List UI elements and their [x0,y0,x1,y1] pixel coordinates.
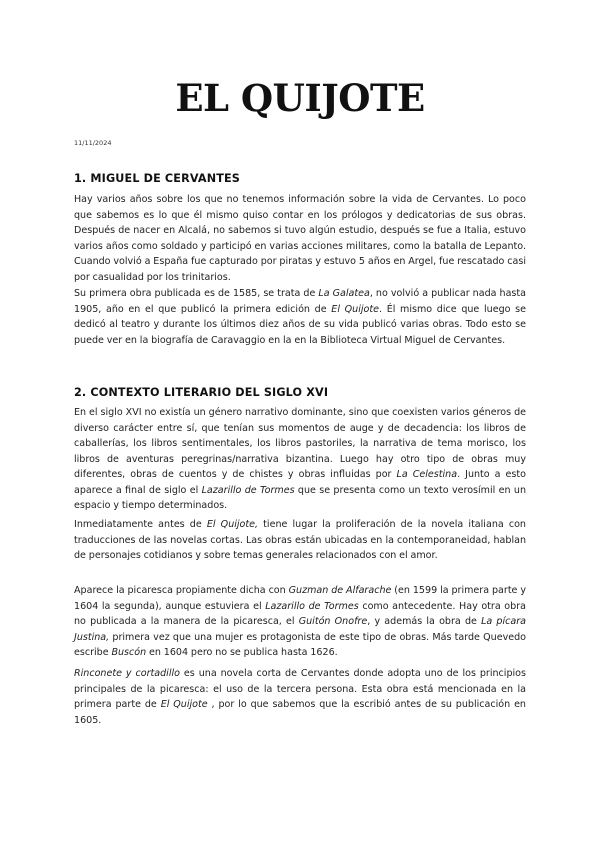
text-segment: , por lo que sabemos que la escribió antes de su publicación en 1605. [74,699,526,726]
text-segment: Inmediatamente antes de [74,519,207,530]
work-title: Guzman de Alfarache [288,585,392,596]
text-segment: en 1604 pero no se publica hasta 1626. [146,647,338,659]
text-segment: tiene lugar la proliferación de la novela italiana con traducciones de las novelas cortas. Las obras están ubicadas en la contemporaneidad, hablan de personajes cotidianos y sobre temas generales relacionados con el amor. [74,519,526,562]
text-segment: . Junto a esto aparece a final de siglo el [74,469,526,496]
work-title: Rinconete y cortadillo [74,668,180,679]
work-title: Guitón Onofre [298,616,368,628]
text-segment: . Él mismo dice que luego se dedicó al teatro y durante los últimos diez años de su vida publicó varias obras. Todo esto se puede ver en la biografía de Caravaggio en la en la Biblioteca Virtual Miguel de Cervantes. [74,303,526,346]
document-title: EL QUIJOTE [175,76,425,120]
work-title: La Celestina [396,469,458,481]
work-title: El Quijote, [206,519,259,530]
paragraph [74,286,526,348]
work-title: La pícara Justina, [74,616,527,643]
work-title: El Quijote [331,303,379,315]
text-segment: (en 1599 la primera parte y 1604 la segunda), aunque estuviera el [74,585,526,612]
section-heading: 2. CONTEXTO LITERARIO DEL SIGLO XVI [74,386,329,399]
section-heading: 1. MIGUEL DE CERVANTES [74,172,240,185]
paragraph [74,583,526,661]
text-segment: , no volvió a publicar nada hasta 1905, año en el que publicó la primera edición de [74,288,526,315]
paragraph [74,666,526,728]
text-segment: que se presenta como un texto verosímil en un espacio y tiempo determinados. [74,484,526,512]
text-segment: , y además la obra de [367,616,482,628]
text-segment: Aparece la picaresca propiamente dicha con [74,585,289,596]
text-segment: En el siglo XVI no existía un género narrativo dominante, sino que coexisten varios géneros de diverso carácter entre sí, que tenían sus momentos de auge y de decadencia: los libros de caballerías, los libros sentimentales, los libros pastoriles, la narrativa de tema morisco, los libros de aventuras peregrinas/narrativa bizantina. Luego hay otro tipo de obras muy diferentes, obras de cuentos y de chistes y obras influidas por [74,407,526,481]
work-title: El Quijote [160,699,208,711]
work-title: La Galatea [318,288,370,299]
paragraph [74,517,526,564]
work-title: Lazarillo de Tormes [201,484,295,496]
text-segment: Hay varios años sobre los que no tenemos información sobre la vida de Cervantes. Lo poco que sabemos es lo que él mismo quiso contar en los prólogos y dedicatorias de sus obras. Después de nacer en Alcalá, no sabemos si tuvo algún estudio, después se fue a Italia, estuvo varios años como soldado y participó en varias acciones militares, como la batalla de Lepanto. Cuando volvió a España fue capturado por piratas y estuvo 5 años en Argel, fue rescatado casi por casualidad por los trinitarios. [74,194,526,283]
document-date: 11/11/2024 [74,139,112,147]
work-title: Buscón [111,647,147,659]
work-title: Lazarillo de Tormes [265,600,359,612]
text-segment: Su primera obra publicada es de 1585, se trata de [74,288,319,299]
text-segment: primera vez que una mujer es protagonista de este tipo de obras. Más tarde Quevedo escribe [74,631,526,659]
paragraph [74,405,526,514]
text-segment: es una novela corta de Cervantes donde adopta uno de los principios principales de la picaresca: el uso de la tercera persona. Esta obra está mencionada en la primera parte de [74,668,526,711]
text-segment: como antecedente. Hay otra obra no publicada a la manera de la picaresca, el [74,600,526,628]
paragraph [74,192,526,285]
